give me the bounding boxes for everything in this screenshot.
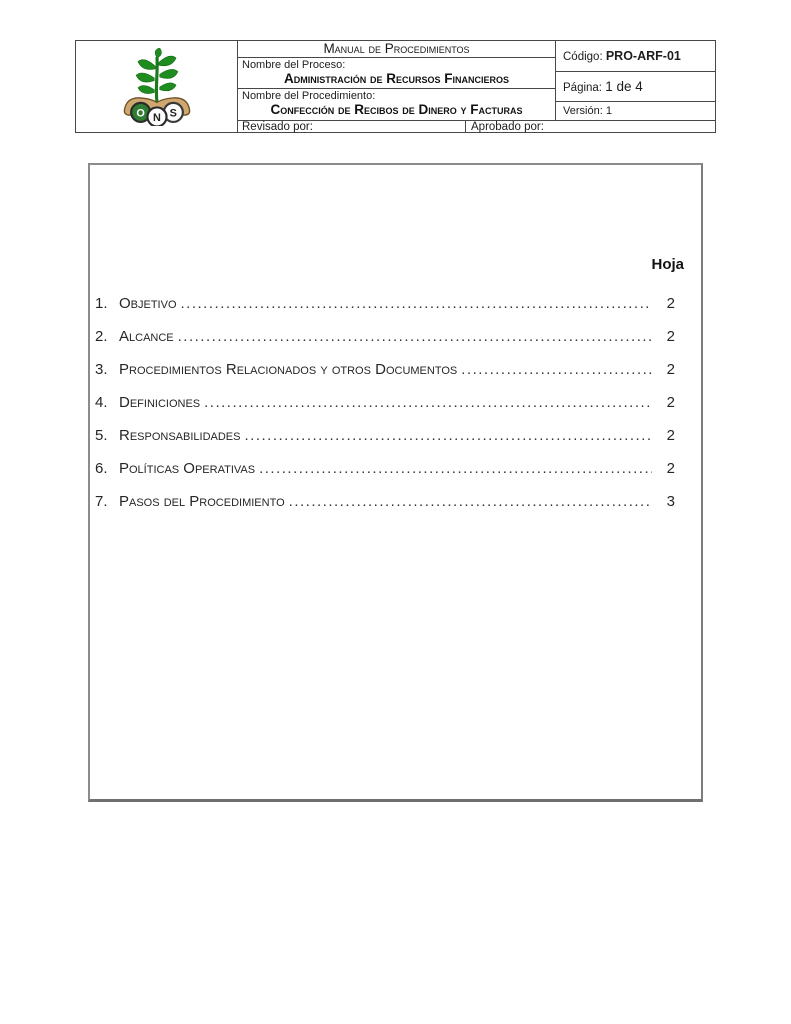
- toc-leader-dots: [181, 287, 652, 320]
- toc-item-number: 3.: [95, 361, 108, 378]
- header-right-part: [238, 41, 715, 132]
- approved-by-cell: Aprobado por:: [471, 121, 544, 133]
- toc-item-number: 7.: [95, 493, 108, 510]
- toc-item: [95, 287, 675, 320]
- page-label: Página:: [563, 82, 603, 94]
- toc-item-label: Responsabilidades: [119, 427, 241, 444]
- toc-leader-dots: [178, 320, 652, 353]
- logo-letter-s: S: [169, 106, 177, 119]
- toc-item: [95, 452, 675, 485]
- toc-item-page: 2: [666, 394, 675, 411]
- toc-item-page: 2: [666, 295, 675, 312]
- toc-item-label: Pasos del Procedimiento: [119, 493, 285, 510]
- toc-item-label: Políticas Operativas: [119, 460, 256, 477]
- toc-item-number: 2.: [95, 328, 108, 345]
- code-label: Código:: [563, 51, 603, 63]
- manual-title: Manual de Procedimientos: [238, 41, 555, 58]
- logo-letter-o: O: [135, 106, 145, 119]
- procedure-cell: [238, 89, 555, 120]
- header-main-rows: [238, 41, 715, 120]
- code-value: PRO-ARF-01: [605, 49, 681, 63]
- toc-item-label: Objetivo: [119, 295, 177, 312]
- toc-leader-dots: [259, 452, 652, 485]
- toc-item-page: 2: [666, 328, 675, 345]
- procedure-label: Nombre del Procedimiento:: [242, 90, 376, 102]
- toc-item: [95, 419, 675, 452]
- ons-plant-logo-icon: [109, 48, 205, 126]
- toc-item: [95, 386, 675, 419]
- toc-column-header: Hoja: [651, 256, 684, 273]
- toc-item-number: 4.: [95, 394, 108, 411]
- process-name: Administración de Recursos Financieros: [283, 71, 509, 86]
- toc-item-number: 6.: [95, 460, 108, 477]
- toc-item-page: 3: [666, 493, 675, 510]
- toc-leader-dots: [244, 419, 652, 452]
- toc-item-label: Procedimientos Relacionados y otros Documentos: [119, 361, 458, 378]
- process-cell: [238, 58, 555, 89]
- toc-item: [95, 320, 675, 353]
- header-right-column: [556, 41, 715, 120]
- toc-item-page: 2: [666, 361, 675, 378]
- code-cell: [556, 41, 715, 72]
- toc-item-page: 2: [666, 460, 675, 477]
- toc-item: [95, 485, 675, 518]
- toc-item-number: 1.: [95, 295, 108, 312]
- version-value: 1: [605, 105, 612, 117]
- toc-item: [95, 353, 675, 386]
- page-value: 1 de 4: [605, 79, 643, 94]
- process-label: Nombre del Proceso:: [242, 59, 346, 71]
- header-table: [75, 40, 716, 133]
- toc-list: [90, 287, 701, 518]
- toc-item-number: 5.: [95, 427, 108, 444]
- toc-item-page: 2: [666, 427, 675, 444]
- header-signature-row: [238, 120, 715, 133]
- procedure-name: Confección de Recibos de Dinero y Facturas: [270, 102, 523, 117]
- toc-leader-dots: [289, 485, 652, 518]
- toc-item-label: Definiciones: [119, 394, 201, 411]
- toc-box: [88, 163, 703, 802]
- version-label: Versión:: [563, 105, 603, 117]
- toc-leader-dots: [461, 353, 652, 386]
- logo-letter-n: N: [152, 111, 161, 124]
- page-cell: [556, 72, 715, 102]
- version-cell: [556, 102, 715, 120]
- toc-leader-dots: [204, 386, 652, 419]
- header-middle-column: [238, 41, 556, 120]
- logo-cell: [76, 41, 238, 132]
- toc-item-label: Alcance: [119, 328, 174, 345]
- reviewed-by-cell: Revisado por:: [238, 121, 466, 133]
